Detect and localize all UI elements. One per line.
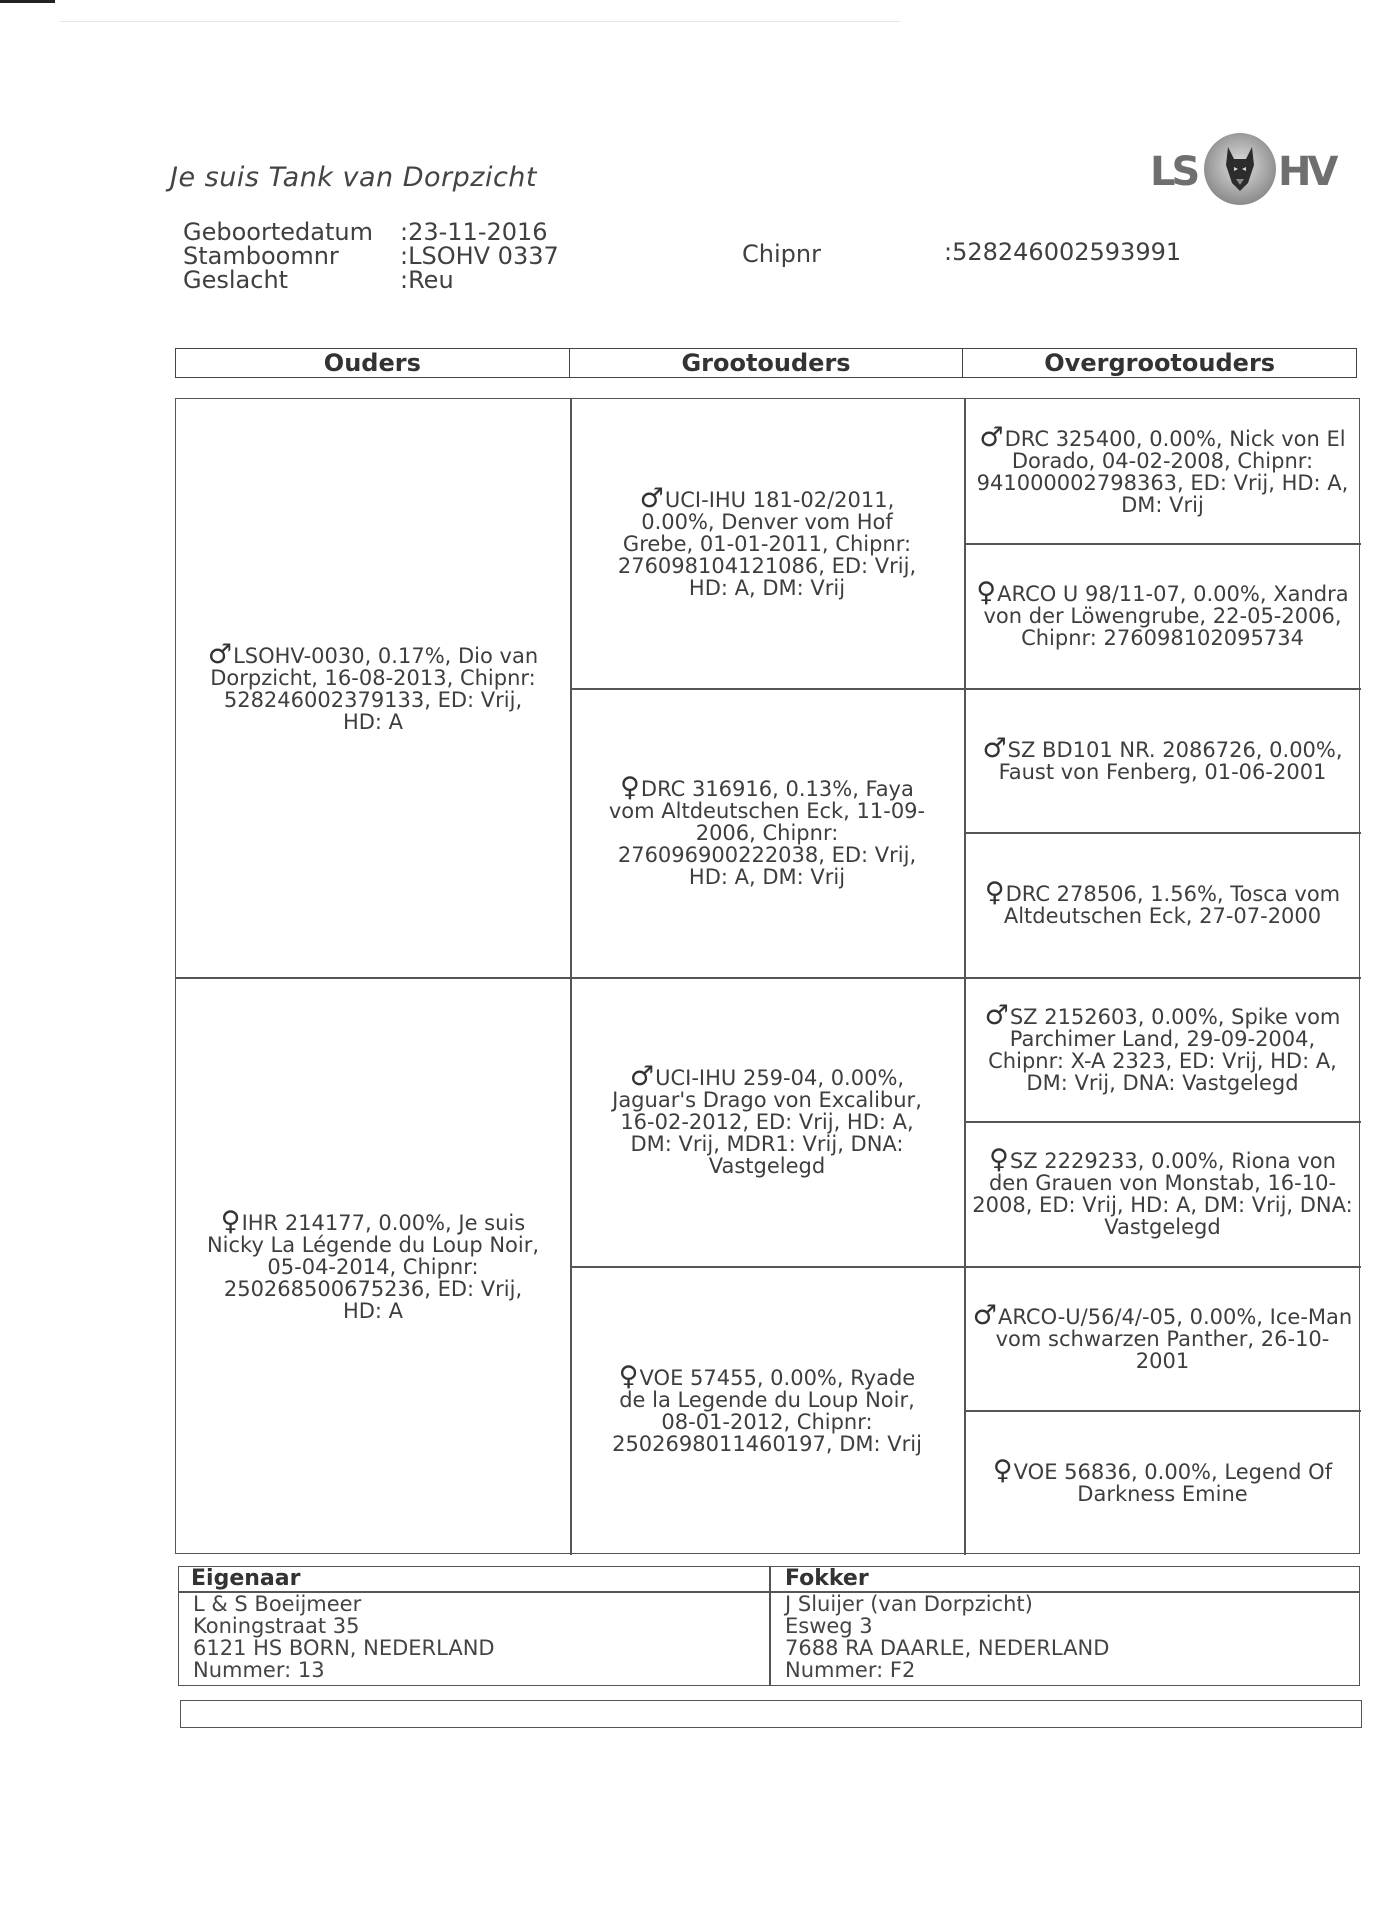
female-icon: ♀: [992, 1455, 1013, 1486]
female-icon: ♀: [984, 877, 1005, 908]
great-grandparent-6: [964, 1121, 1361, 1266]
great-grandparent-4-text: DRC 278506, 1.56%, Tosca vom Altdeutschen Eck, 27-07-2000: [1003, 882, 1341, 928]
female-icon: ♀: [618, 1361, 639, 1392]
scan-edge-mark: [0, 0, 55, 3]
logo-right-text: HV: [1278, 149, 1335, 195]
breeder-heading: Fokker: [785, 1566, 869, 1591]
parent-dam-text: IHR 214177, 0.00%, Je suis Nicky La Légende du Loup Noir, 05-04-2014, Chipnr: 250268500675236, ED: Vrij, HD: A: [206, 1210, 540, 1323]
breeder-city: 7688 RA DAARLE, NEDERLAND: [785, 1636, 1110, 1660]
breeder-address: [785, 1593, 1109, 1681]
sex-label: Geslacht: [183, 266, 289, 294]
male-icon: ♂: [982, 732, 1007, 764]
pedigree-table: [175, 398, 1360, 1554]
owner-name: L & S Boeijmeer: [193, 1592, 362, 1616]
scan-top-line: [60, 21, 900, 22]
great-grandparent-8-text: VOE 56836, 0.00%, Legend Of Darkness Emine: [1013, 1460, 1333, 1506]
male-icon: ♂: [639, 483, 664, 514]
male-icon: ♂: [207, 638, 233, 670]
owner-breeder-box: [178, 1566, 1360, 1686]
female-icon: ♀: [989, 1144, 1009, 1175]
grandparent-1-text: UCI-IHU 181-02/2011, 0.00%, Denver vom Hof Grebe, 01-01-2011, Chipnr: 276098104121086, ED: Vrij, HD: A, DM: Vrij: [617, 488, 917, 600]
lsohv-logo: [1150, 133, 1360, 209]
grandparent-3: [570, 977, 964, 1266]
pedigree-header: [175, 348, 1357, 378]
footer-column-divider: [769, 1567, 771, 1685]
header-parents: Ouders: [176, 349, 570, 377]
breeder-number: Nummer: F2: [785, 1658, 916, 1682]
parent-dam: [176, 977, 570, 1555]
male-icon: ♂: [984, 999, 1009, 1031]
chip-label: Chipnr: [742, 240, 821, 268]
owner-heading: Eigenaar: [191, 1566, 301, 1591]
grandparent-4: [570, 1266, 964, 1555]
male-icon: ♂: [972, 1299, 997, 1331]
document-title: Je suis Tank van Dorpzicht: [170, 162, 538, 193]
male-icon: ♂: [979, 421, 1004, 453]
female-icon: ♀: [620, 772, 640, 803]
parent-sire-text: LSOHV-0030, 0.17%, Dio van Dorpzicht, 16-08-2013, Chipnr: 528246002379133, ED: Vrij, HD: A: [210, 643, 539, 734]
pedigree-number-value: :LSOHV 0337: [400, 242, 559, 270]
female-icon: ♀: [220, 1205, 241, 1237]
grandparent-2: [570, 688, 964, 977]
chip-value: :528246002593991: [944, 238, 1182, 266]
great-grandparent-5-text: SZ 2152603, 0.00%, Spike vom Parchimer Land, 29-09-2004, Chipnr: X-A 2323, ED: Vrij, HD: A, DM: Vrij, DNA: Vastgelegd: [988, 1004, 1341, 1095]
great-grandparent-2: [964, 543, 1361, 688]
great-grandparent-5: [964, 977, 1361, 1121]
breeder-street: Esweg 3: [785, 1614, 873, 1638]
grandparent-4-text: VOE 57455, 0.00%, Ryade de la Legende du Loup Noir, 08-01-2012, Chipnr: 250269801146019​7, DM: Vrij: [612, 1366, 922, 1456]
great-grandparent-1: [964, 399, 1361, 543]
grandparent-3-text: UCI-IHU 259-04, 0.00%, Jaguar's Drago von Excalibur, 16-02-2012, ED: Vrij, HD: A, DM: Vrij, MDR1: Vrij, DNA: Vastgelegd: [612, 1066, 922, 1178]
birthdate-value: :23-11-2016: [400, 218, 548, 246]
owner-city: 6121 HS BORN, NEDERLAND: [193, 1636, 495, 1660]
great-grandparent-3: [964, 688, 1361, 832]
header-grandparents: Grootouders: [570, 349, 964, 377]
shepherd-dog-head-icon: [1204, 133, 1276, 205]
owner-number: Nummer: 13: [193, 1658, 325, 1682]
parent-sire: [176, 399, 570, 977]
great-grandparent-1-text: DRC 325400, 0.00%, Nick von El Dorado, 04-02-2008, Chipnr: 941000002798363, ED: Vrij, HD: A, DM: Vrij: [976, 426, 1349, 517]
sex-value: :Reu: [400, 266, 454, 294]
great-grandparent-8: [964, 1410, 1361, 1555]
great-grandparent-7: [964, 1266, 1361, 1410]
owner-address: [193, 1593, 495, 1681]
male-icon: ♂: [629, 1061, 655, 1092]
birthdate-label: Geboortedatum: [183, 218, 373, 246]
owner-street: Koningstraat 35: [193, 1614, 360, 1638]
header-great-grandparents: Overgrootouders: [1044, 349, 1276, 377]
female-icon: ♀: [976, 577, 997, 608]
logo-left-text: LS: [1150, 149, 1197, 195]
breeder-name: J Sluijer (van Dorpzicht): [785, 1592, 1033, 1616]
grandparent-2-text: DRC 316916, 0.13%, Faya vom Altdeutschen Eck, 11-09-2006, Chipnr: 276096900222038, ED: Vrij, HD: A, DM: Vrij: [608, 777, 926, 889]
great-grandparent-7-text: ARCO-U/56/4/-05, 0.00%, Ice-Man vom schwarzen Panther, 26-10-2001: [995, 1304, 1353, 1373]
great-grandparent-2-text: ARCO U 98/11-07, 0.00%, Xandra von der Löwengrube, 22-05-2006, Chipnr: 276098102095734: [983, 582, 1349, 650]
great-grandparent-3-text: SZ BD101 NR. 2086726, 0.00%, Faust von Fenberg, 01-06-2001: [998, 737, 1343, 784]
empty-notes-box: [180, 1700, 1362, 1728]
pedigree-number-label: Stamboomnr: [183, 242, 339, 270]
great-grandparent-6-text: SZ 2229233, 0.00%, Riona von den Grauen von Monstab, 16-10-2008, ED: Vrij, HD: A, DM: Vrij, DNA: Vastgelegd: [972, 1149, 1353, 1239]
great-grandparent-4: [964, 832, 1361, 977]
grandparent-1: [570, 399, 964, 688]
